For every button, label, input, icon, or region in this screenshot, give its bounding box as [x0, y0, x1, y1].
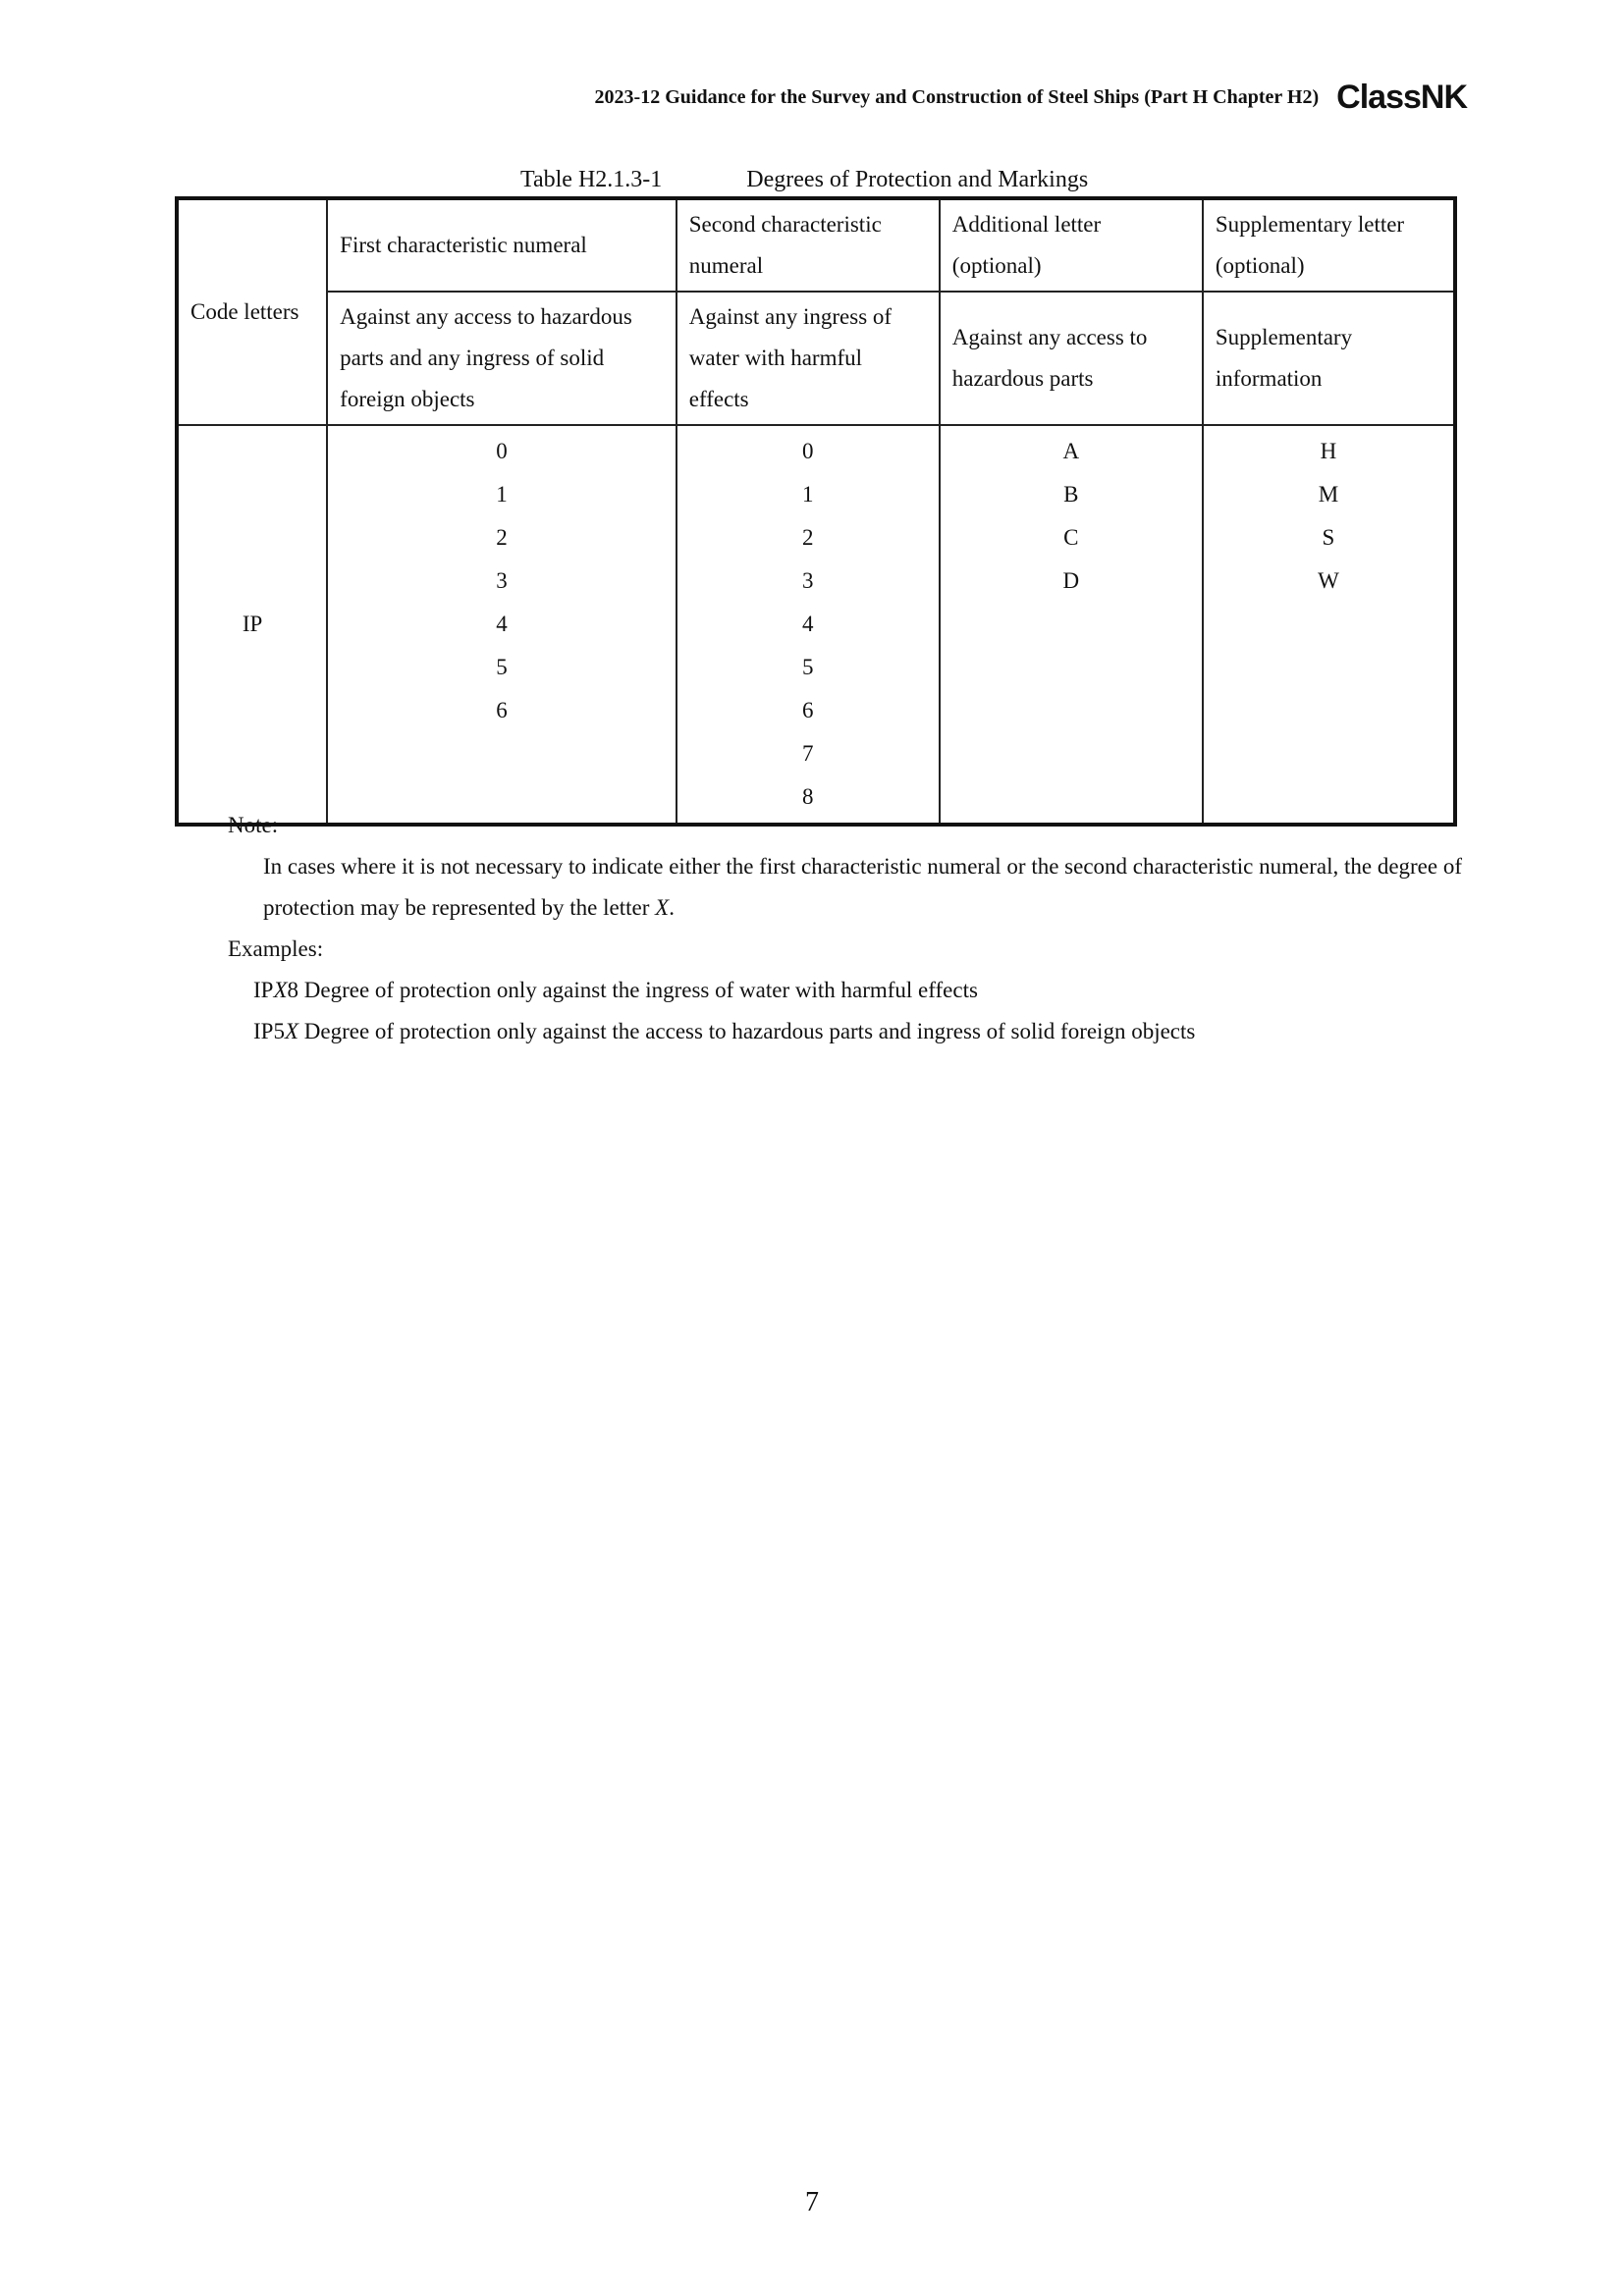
meaning-row	[177, 292, 1455, 425]
value-cell: 1	[802, 482, 814, 507]
value-cell: 3	[496, 568, 508, 593]
notes-section	[228, 805, 1475, 1052]
value-cell: 5	[496, 655, 508, 679]
value-cell: S	[1322, 525, 1335, 550]
value-cell: A	[1062, 439, 1080, 463]
header-row	[177, 198, 1455, 292]
first-numeral-values	[340, 430, 664, 732]
note-text: In cases where it is not necessary to indicate either the first characteristic numeral or the second characteristic numeral, the degree of protection may be represented by the letter X.	[263, 854, 1463, 920]
value-cell: C	[1063, 525, 1079, 550]
second-numeral-meaning: Against any ingress of water with harmful effects	[677, 292, 940, 425]
page-header	[595, 79, 1467, 117]
additional-letter-meaning: Against any access to hazardous parts	[940, 292, 1203, 425]
second-numeral-values	[689, 430, 927, 819]
value-cell: 1	[496, 482, 508, 507]
value-cell: 5	[802, 655, 814, 679]
code-letters-label: Code letters	[177, 198, 327, 425]
value-cell: W	[1318, 568, 1339, 593]
page-number: 7	[805, 2187, 819, 2217]
table-title: Degrees of Protection and Markings	[746, 167, 1089, 192]
value-cell: 2	[802, 525, 814, 550]
value-cell: 6	[496, 698, 508, 722]
value-cell: 8	[802, 784, 814, 809]
value-cell: 2	[496, 525, 508, 550]
header-title: 2023-12 Guidance for the Survey and Construction of Steel Ships (Part H Chapter H2)	[594, 86, 1320, 108]
classnk-logo: ClassNK	[1336, 79, 1467, 116]
code-ip: IP	[177, 425, 327, 825]
value-cell: M	[1318, 482, 1339, 507]
value-cell: 4	[802, 612, 814, 636]
value-cell: B	[1063, 482, 1079, 507]
value-cell: 7	[802, 741, 814, 766]
table-caption	[520, 167, 1088, 193]
additional-letter-heading: Additional letter (optional)	[940, 198, 1203, 292]
value-cell: 3	[802, 568, 814, 593]
letter-x: X	[655, 895, 670, 920]
values-row	[177, 425, 1455, 825]
protection-table	[175, 196, 1457, 827]
example-item: IPX8 Degree of protection only against the ingress of water with harmful effects	[253, 978, 978, 1002]
examples-label: Examples:	[228, 936, 324, 961]
additional-letter-values	[952, 430, 1190, 603]
supplementary-letter-values	[1216, 430, 1441, 603]
value-cell: 0	[802, 439, 814, 463]
value-cell: D	[1062, 568, 1080, 593]
example-item: IP5X Degree of protection only against the access to hazardous parts and ingress of solid foreign objects	[253, 1019, 1196, 1043]
first-numeral-meaning: Against any access to hazardous parts and any ingress of solid foreign objects	[327, 292, 677, 425]
second-numeral-heading: Second characteristic numeral	[677, 198, 940, 292]
supplementary-letter-meaning: Supplementary information	[1203, 292, 1455, 425]
table-number: Table H2.1.3-1	[520, 167, 663, 192]
first-numeral-heading: First characteristic numeral	[327, 198, 677, 292]
value-cell: 4	[496, 612, 508, 636]
value-cell: 0	[496, 439, 508, 463]
supplementary-letter-heading: Supplementary letter (optional)	[1203, 198, 1455, 292]
value-cell: H	[1320, 439, 1337, 463]
note-label: Note:	[228, 813, 279, 837]
value-cell: 6	[802, 698, 814, 722]
